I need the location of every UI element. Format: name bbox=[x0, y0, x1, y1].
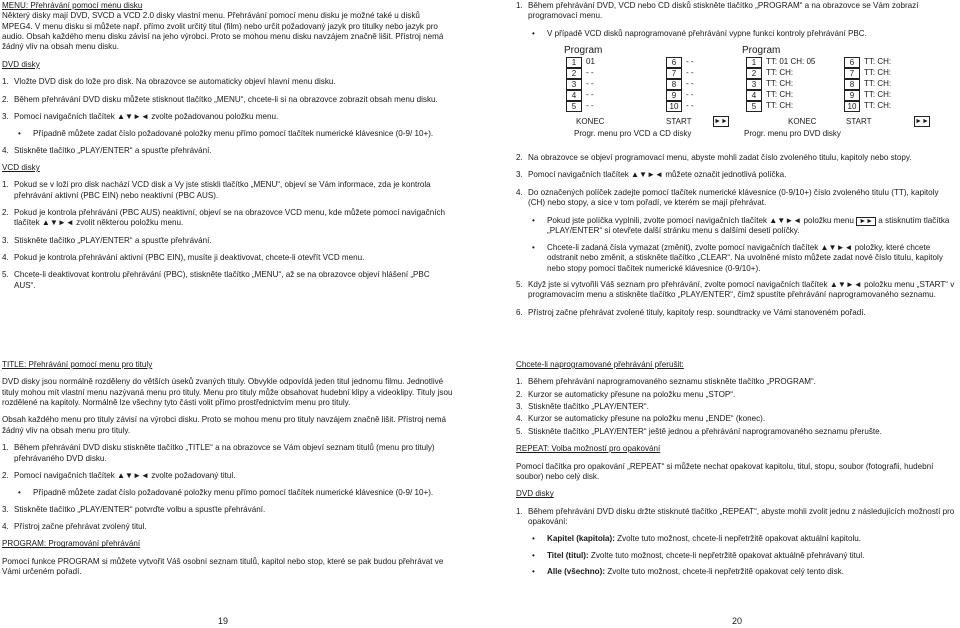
dvd-caption: Progr. menu pro DVD disky bbox=[744, 129, 841, 139]
program-title: Program bbox=[564, 45, 603, 57]
vcd-slot-value: - - bbox=[686, 90, 694, 100]
program-menu-diagram bbox=[516, 45, 956, 139]
program-heading: PROGRAM: Programování přehrávání bbox=[2, 539, 141, 549]
page-number-right: 20 bbox=[732, 616, 743, 626]
bullet-item: • Kapitel (kapitola): Zvolte tuto možnost, chcete-li nepřetržitě opakovat aktuální kapitolu. bbox=[532, 534, 861, 544]
vcd-slot-number: 4 bbox=[566, 90, 582, 101]
vcd-slot-value: - - bbox=[586, 90, 594, 100]
list-item: 4. Kurzor se automaticky přesune na položku menu „ENDE“ (konec). bbox=[516, 414, 766, 424]
start-label: START bbox=[666, 117, 692, 127]
left-column-lower bbox=[2, 360, 454, 577]
bullet-item: • V případě VCD disků naprogramované přehrávání vypne funkci kontroly přehrávání PBC. bbox=[532, 28, 867, 38]
right-column bbox=[516, 1, 956, 325]
dvd-slot-value: TT: CH: bbox=[864, 79, 892, 89]
list-item: 6. Přístroj začne přehrávat zvolené tituly, kapitoly resp. soundtracky ve Vámi stanoveném pořadí. bbox=[516, 307, 866, 317]
bullet-item: • Případně můžete zadat číslo požadované položky menu přímo pomocí tlačítek numerické klávesnice (0-9/ 10+). bbox=[18, 129, 434, 139]
vcd-heading: VCD disky bbox=[2, 162, 40, 172]
dvd-slot-number: 8 bbox=[844, 79, 860, 90]
list-item: 2. Kurzor se automaticky přesune na položku menu „STOP“. bbox=[516, 389, 736, 399]
bullet-item: • Titel (titul): Zvolte tuto možnost, chcete-li nepřetržitě opakovat aktuálně přehrávaný titul. bbox=[532, 550, 865, 560]
list-item: 1. Během přehrávání DVD, VCD nebo CD disků stiskněte tlačítko „PROGRAM“ a na obrazovce se Vám zobrazí programovací menu. bbox=[516, 1, 919, 21]
dvd-slot-number: 1 bbox=[746, 57, 762, 68]
vcd-slot-number: 6 bbox=[666, 57, 682, 68]
clear-heading: Chcete-li naprogramované přehrávání přerušit: bbox=[516, 360, 684, 369]
dvd-slot-value: TT: CH: bbox=[766, 68, 794, 78]
list-item: 5. Stiskněte tlačítko „PLAY/ENTER“ ještě jednou a přehrávání naprogramovaného seznamu přerušte. bbox=[516, 426, 882, 436]
list-item: 5. Chcete-li deaktivovat kontrolu přehrávání (PBC), stiskněte tlačítko „MENU“, až se na obrazovce objeví hlášení „PBC AUS“. bbox=[2, 270, 430, 290]
list-item: 3. Pomocí navigačních tlačítek ▲▼►◄ zvolte požadovanou položku menu. bbox=[2, 111, 279, 121]
menu-intro: Některý disky mají DVD, SVCD a VCD 2.0 disky vlastní menu. Přehrávání pomocí menu disku je možné také u disků MPEG4. V menu disku si můžete např. přímo zvolit určitý titul (film) nebo určit požadovaný jazyk pro titulky nebo jazyk pro audio. Obsah každého menu disku závisí na jeho výrobci. Proto se mohou menu disku navzájem značně lišit. Přístroj nemá žádný vliv na obsah menu disku. bbox=[2, 11, 444, 52]
repeat-intro: Pomocí tlačítka pro opakování „REPEAT“ si můžete nechat opakovat kapitolu, titul, stopu, soubor (fotografii, hudební soubor) nebo celý disk. bbox=[516, 461, 934, 481]
page-number-left: 19 bbox=[218, 616, 229, 626]
vcd-slot-number: 10 bbox=[666, 101, 682, 112]
vcd-slot-number: 1 bbox=[566, 57, 582, 68]
list-item: 3. Pomocí navigačních tlačítek ▲▼►◄ můžete označit jednotlivá políčka. bbox=[516, 170, 787, 180]
list-item: 4. Pokud je kontrola přehrávání aktivní (PBC EIN), musíte ji deaktivovat, chcete-li otevřít VCD menu. bbox=[2, 253, 365, 263]
list-item: 2. Pomocí navigačních tlačítek ▲▼►◄ zvolte požadovaný titul. bbox=[2, 470, 236, 480]
vcd-slot-number: 7 bbox=[666, 68, 682, 79]
program-intro: Pomocí funkce PROGRAM si můžete vytvořit Váš osobní seznam titulů, kapitol nebo stop, které se pak budou přehrávat ve Vámi určeném pořadí. bbox=[2, 556, 444, 577]
vcd-caption: Progr. menu pro VCD a CD disky bbox=[574, 129, 692, 139]
left-column bbox=[2, 1, 452, 298]
dvd-heading: DVD disky bbox=[516, 489, 554, 499]
list-item: 3. Stiskněte tlačítko „PLAY/ENTER“. bbox=[516, 402, 649, 412]
fast-forward-icon: ►► bbox=[856, 217, 876, 226]
list-item: 3. Stiskněte tlačítko „PLAY/ENTER“ potvrďte volbu a spusťte přehrávání. bbox=[2, 504, 266, 514]
vcd-slot-number: 3 bbox=[566, 79, 582, 90]
dvd-slot-value: TT: CH: bbox=[864, 90, 892, 100]
right-column-lower bbox=[516, 360, 956, 583]
list-item: 5. Když jste si vytvořili Váš seznam pro přehrávání, zvolte pomocí navigačních tlačítek ▲▼►◄ položku menu „START“ v programovacím menu a stiskněte tlačítko „PLAY/ENTER“, čímž spustíte přehrávání naprogramovaného seznamu. bbox=[516, 279, 955, 300]
dvd-slot-value: TT: 01 CH: 05 bbox=[766, 57, 816, 67]
list-item: 1. Během přehrávání DVD disku stiskněte tlačítko „TITLE“ a na obrazovce se Vám objeví seznam titulů (menu pro tituly) přehrávaného DVD disku. bbox=[2, 443, 435, 463]
list-item: 4. Do označených políček zadejte pomocí tlačítek numerické klávesnice (0-9/10+) číslo zvoleného titulu (TT), kapitoly (CH) nebo stopy, a sice v tom pořadí, ve kterém se mají přehrávat. bbox=[516, 187, 939, 208]
list-item: 2. Na obrazovce se objeví programovací menu, abyste mohli zadat číslo zvoleného titulu, kapitoly nebo stopy. bbox=[516, 153, 912, 163]
vcd-slot-value: - - bbox=[686, 79, 694, 89]
dvd-slot-number: 4 bbox=[746, 90, 762, 101]
list-item: 4. Přístroj začne přehrávat zvolený titul. bbox=[2, 521, 147, 531]
dvd-slot-number: 9 bbox=[844, 90, 860, 101]
list-item: 2. Během přehrávání DVD disku můžete stisknout tlačítko „MENU“, chcete-li si na obrazovce zobrazit obsah menu disku. bbox=[2, 94, 438, 104]
list-item: 1. Pokud se v loži pro disk nachází VCD disk a Vy jste stiskli tlačítko „MENU“, objeví se Vám informace, zda je kontrola přehrávání aktivní (PBC EIN) nebo neaktivní (PBC AUS). bbox=[2, 180, 431, 200]
fast-forward-icon: ►► bbox=[714, 118, 728, 126]
dvd-slot-value: TT: CH: bbox=[864, 68, 892, 78]
dvd-slot-value: TT: CH: bbox=[766, 101, 794, 111]
vcd-slot-value: - - bbox=[686, 68, 694, 78]
bullet-item: • Chcete-li zadaná čísla vymazat (změnit), zvolte pomocí navigačních tlačítek ▲▼►◄ položky, které chcete odstranit nebo změnit, a stiskněte tlačítko „CLEAR“. Na uvolněné místo můžete zadat nové číslo titulu, kapitoly nebo stopy pomocí tlačítek numerické klávesnice (0-9/10+). bbox=[532, 242, 943, 273]
dvd-slot-number: 5 bbox=[746, 101, 762, 112]
title-intro-2: Obsah každého menu pro tituly závisí na výrobci disku. Proto se mohou menu pro tituly navzájem značně lišit. Přístroj nemá žádný vliv na obsah menu pro tituly. bbox=[2, 415, 447, 435]
dvd-slot-number: 2 bbox=[746, 68, 762, 79]
dvd-slot-number: 3 bbox=[746, 79, 762, 90]
bullet-item: • Alle (všechno): Zvolte tuto možnost, chcete-li nepřetržitě opakovat celý tento disk. bbox=[532, 567, 844, 577]
vcd-slot-number: 2 bbox=[566, 68, 582, 79]
dvd-heading: DVD disky bbox=[2, 59, 40, 69]
vcd-slot-value: - - bbox=[586, 101, 594, 111]
vcd-slot-number: 9 bbox=[666, 90, 682, 101]
bullet-item: • Pokud jste políčka vyplnili, zvolte pomocí navigačních tlačítek ▲▼►◄ položku menu ►► a stisknutím tlačítka „PLAY/ENTER“ si otevřete další stránku menu s dalšími deseti políčky. bbox=[532, 215, 950, 236]
vcd-slot-number: 8 bbox=[666, 79, 682, 90]
vcd-slot-value: - - bbox=[586, 79, 594, 89]
title-heading: TITLE: Přehrávání pomocí menu pro tituly bbox=[2, 360, 153, 369]
dvd-slot-value: TT: CH: bbox=[864, 101, 892, 111]
dvd-slot-value: TT: CH: bbox=[766, 79, 794, 89]
vcd-slot-value: - - bbox=[586, 68, 594, 78]
konec-label: KONEC bbox=[576, 117, 605, 127]
fast-forward-icon: ►► bbox=[915, 118, 929, 126]
vcd-slot-value: - - bbox=[686, 101, 694, 111]
program-title: Program bbox=[742, 45, 781, 57]
start-label: START bbox=[846, 117, 872, 127]
list-item: 3. Stiskněte tlačítko „PLAY/ENTER“ a spusťte přehrávání. bbox=[2, 235, 212, 245]
bullet-item: • Případně můžete zadat číslo požadované položky menu přímo pomocí tlačítek numerické klávesnice (0-9/ 10+). bbox=[18, 488, 434, 498]
vcd-slot-value: 01 bbox=[586, 57, 595, 67]
dvd-slot-number: 7 bbox=[844, 68, 860, 79]
repeat-heading: REPEAT: Volba možností pro opakování bbox=[516, 444, 661, 454]
dvd-slot-number: 10 bbox=[844, 101, 860, 112]
dvd-slot-value: TT: CH: bbox=[766, 90, 794, 100]
dvd-slot-value: TT: CH: bbox=[864, 57, 892, 67]
list-item: 4. Stiskněte tlačítko „PLAY/ENTER“ a spusťte přehrávání. bbox=[2, 145, 212, 155]
list-item: 1. Vložte DVD disk do lože pro disk. Na obrazovce se automaticky objeví hlavní menu disku. bbox=[2, 77, 336, 87]
list-item: 2. Pokud je kontrola přehrávání (PBC AUS) neaktivní, objeví se na obrazovce VCD menu, kde můžete pomocí navigačních tlačítek ▲▼►◄ zvolit některou položku menu. bbox=[2, 208, 445, 228]
title-intro: DVD disky jsou normálně rozděleny do větších úseků zvaných tituly. Obvykle odpovídá jeden titul jednomu filmu. Jednotlivé tituly mohou mít vlastní menu nazývaná menu pro tituly. Menu pro tituly může obsahovat hudební klipy a videoklipy. Tituly jsou rozdělené na kapitoly. Normálně lze všechny tyto části volit přímo prostřednictvím menu pro tituly. bbox=[2, 377, 453, 408]
menu-heading: MENU: Přehrávání pomocí menu disku bbox=[2, 1, 143, 10]
vcd-slot-value: - - bbox=[686, 57, 694, 67]
vcd-slot-number: 5 bbox=[566, 101, 582, 112]
dvd-slot-number: 6 bbox=[844, 57, 860, 68]
list-item: 1. Během přehrávání naprogramovaného seznamu stiskněte tlačítko „PROGRAM“. bbox=[516, 377, 816, 387]
list-item: 1. Během přehrávání DVD disku držte stisknuté tlačítko „REPEAT“, abyste mohli zvolit jednu z následujících možností pro opakování: bbox=[516, 506, 955, 526]
konec-label: KONEC bbox=[788, 117, 817, 127]
